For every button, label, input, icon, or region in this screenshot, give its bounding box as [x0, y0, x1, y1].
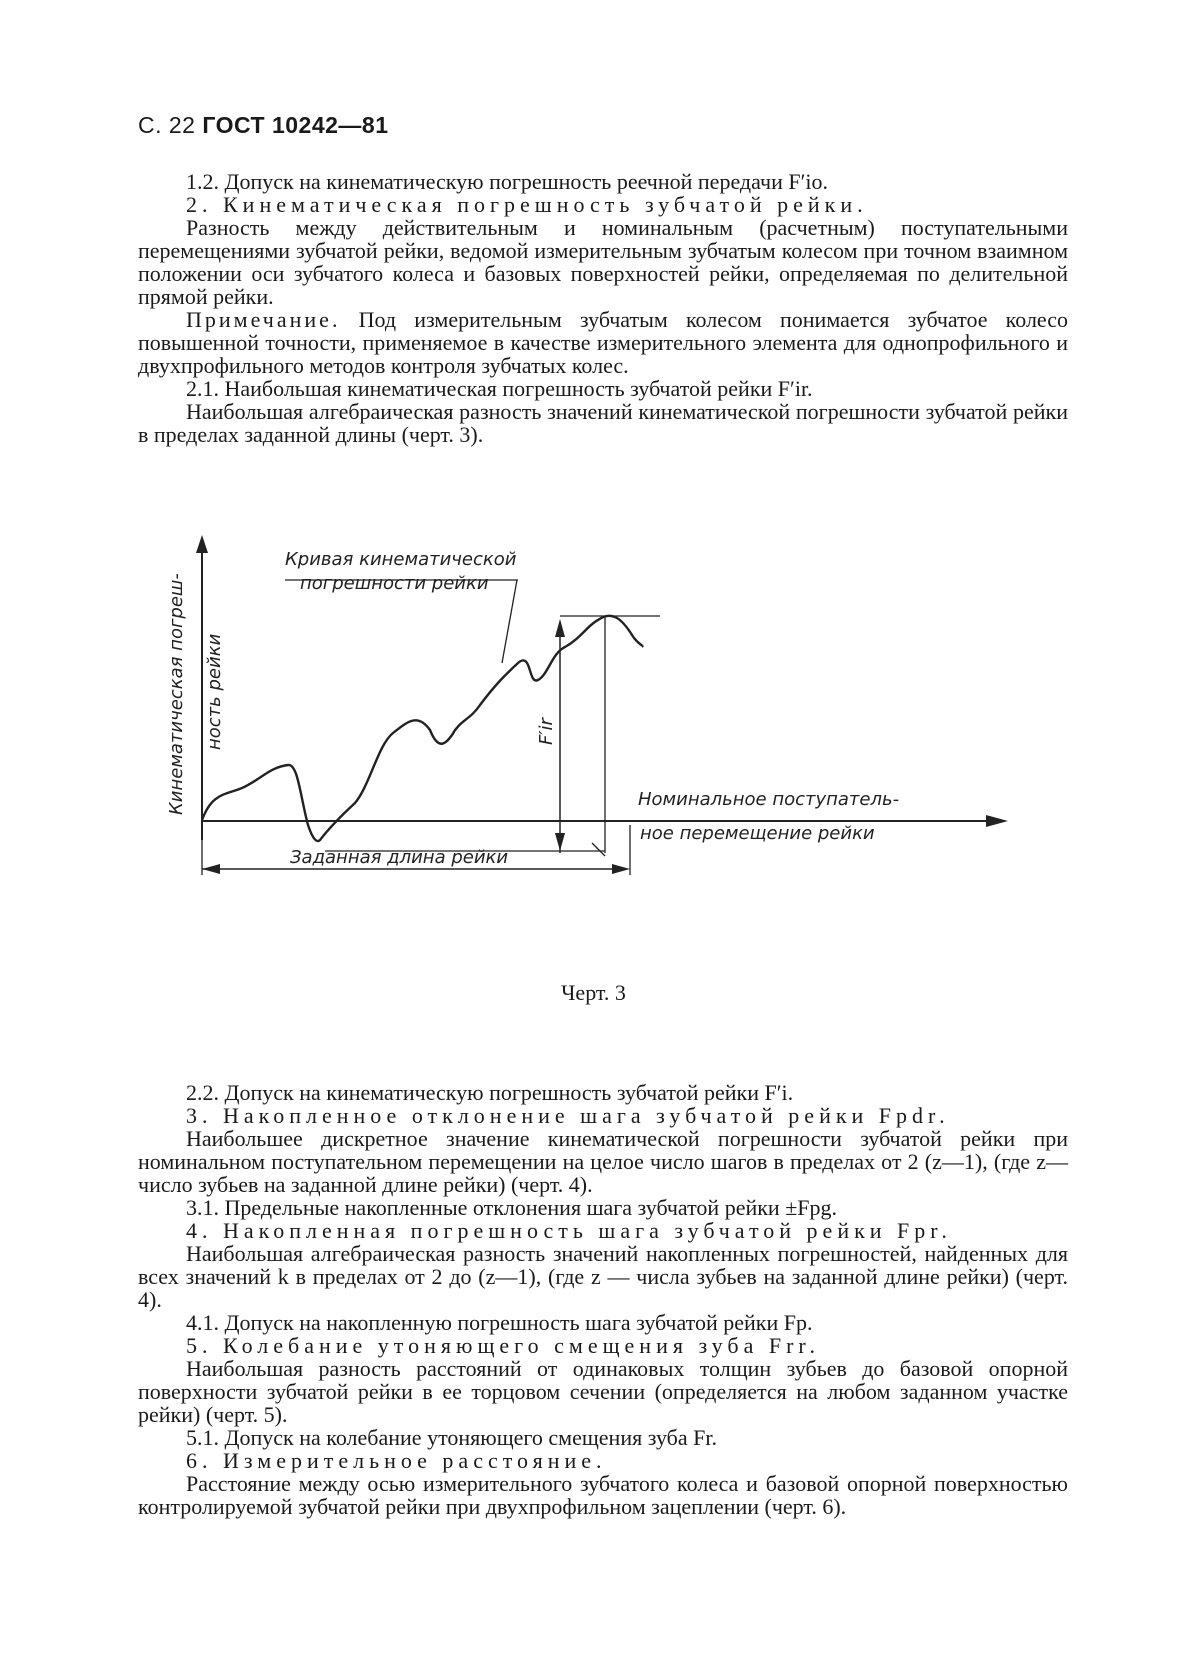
page-number: С. 22	[138, 112, 196, 138]
para-6-definition: Расстояние между осью измерительного зубчатого колеса и базовой опорной поверхностью контролируемой зубчатой рейки при двухпрофильном зацеплении (черт. 6).	[138, 1471, 1068, 1519]
para-note	[138, 308, 1068, 377]
bottom-text	[138, 1081, 1068, 1518]
note-text: Под измерительным зубчатым колесом понимается зубчатое колесо повышенной точности, применяемое в качестве измерительного элемента для однопрофильного и двухпрофильного методов контроля зубчатых колес.	[138, 307, 1068, 378]
para-3-heading: 3. Накопленное отклонение шага зубчатой рейки Fpdr.	[186, 1103, 950, 1128]
para-5-1: 5.1. Допуск на колебание утоняющего смещения зуба Fr.	[186, 1425, 717, 1450]
para-3-definition: Наибольшее дискретное значение кинематической погрешности зубчатой рейки при номинальном поступательном перемещении на целое число шагов в пределах от 2 (z—1), (где z— число зубьев на заданной длине рейки) (черт. 4).	[138, 1126, 1068, 1197]
f-ir-label: F′ir	[536, 718, 557, 745]
curve-label-1: Кривая кинематической	[285, 549, 517, 570]
x-axis-label-2: ное перемещение рейки	[640, 823, 875, 844]
para-4-heading: 4. Накопленная погрешность шага зубчатой рейки Fpr.	[186, 1218, 952, 1243]
y-axis-label-2: ность рейки	[204, 633, 225, 750]
para-2-definition: Разность между действительным и номинальным (расчетным) поступательными перемещениями зубчатой рейки, ведомой измерительным зубчатым колесом при точном взаимном положении оси зубчатого колеса и базовых поверхностей рейки, определяемая по делительной прямой рейки.	[138, 215, 1068, 309]
top-text	[138, 170, 1068, 446]
note-label: Примечание.	[186, 307, 341, 332]
para-2-2: 2.2. Допуск на кинематическую погрешность зубчатой рейки F′i.	[186, 1080, 794, 1105]
length-label: Заданная длина рейки	[290, 847, 509, 868]
para-5-heading: 5. Колебание утоняющего смещения зуба Frr.	[186, 1333, 821, 1358]
figure-caption: Черт. 3	[561, 980, 626, 1005]
page-header	[138, 112, 389, 139]
para-4-1: 4.1. Допуск на накопленную погрешность шага зубчатой рейки Fp.	[186, 1310, 813, 1335]
para-2-1: 2.1. Наибольшая кинематическая погрешность зубчатой рейки F′ir.	[186, 376, 813, 401]
x-axis-label-1: Номинальное поступатель-	[638, 789, 900, 810]
para-4-definition: Наибольшая алгебраическая разность значений накопленных погрешностей, найденных для всех значений k в пределах от 2 до (z—1), (где z — числа зубьев на заданной длине рейки) (черт. 4).	[138, 1241, 1068, 1312]
para-3-1: 3.1. Предельные накопленные отклонения шага зубчатой рейки ±Fpg.	[186, 1195, 838, 1220]
para-5-definition: Наибольшая разность расстояний от одинаковых толщин зубьев до базовой опорной поверхности зубчатой рейки в ее торцовом сечении (определяется на любом заданном участке рейки) (черт. 5).	[138, 1356, 1068, 1427]
para-1-2: 1.2. Допуск на кинематическую погрешность реечной передачи F′io.	[186, 169, 828, 194]
y-axis-label-1: Кинематическая погреш-	[166, 573, 187, 815]
para-2-heading: 2. Кинематическая погрешность зубчатой рейки.	[186, 192, 868, 217]
para-2-1-definition: Наибольшая алгебраическая разность значений кинематической погрешности зубчатой рейки в пределах заданной длины (черт. 3).	[138, 399, 1068, 447]
curve-label-2: погрешности рейки	[300, 573, 489, 594]
kinematic-error-figure	[160, 535, 1020, 875]
doc-code: ГОСТ 10242—81	[202, 112, 389, 138]
para-6-heading: 6. Измерительное расстояние.	[186, 1448, 607, 1473]
